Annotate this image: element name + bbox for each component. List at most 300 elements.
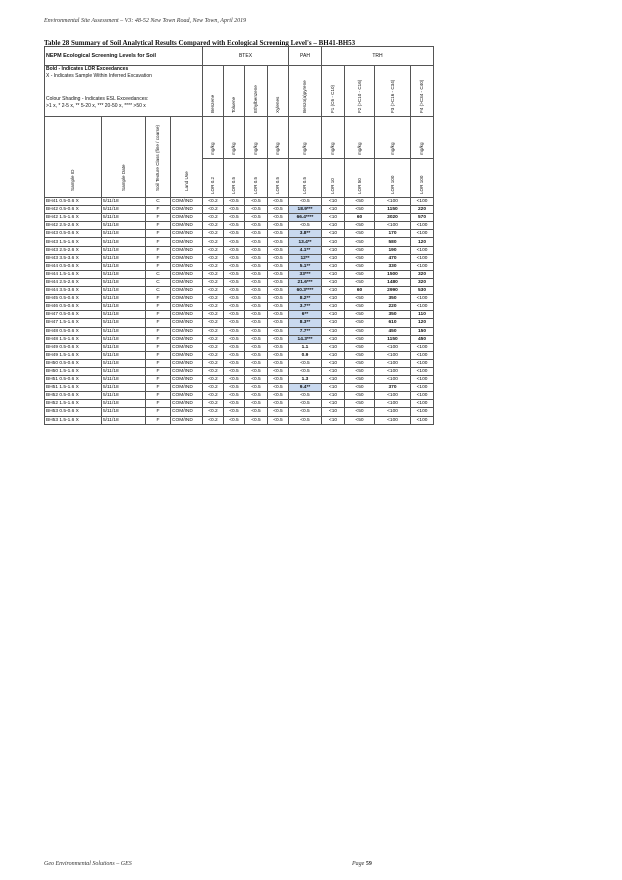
cell-value: <0.5 <box>268 359 289 367</box>
cell-value: <0.5 <box>224 327 245 335</box>
cell-value: <0.5 <box>268 230 289 238</box>
table-row <box>45 303 434 311</box>
cell-soil-texture: F <box>146 392 171 400</box>
cell-soil-texture: F <box>146 367 171 375</box>
cell-value: <0.5 <box>245 359 268 367</box>
cell-land-use: COM/IND <box>171 230 203 238</box>
cell-value: <10 <box>322 206 345 214</box>
cell-value: <0.5 <box>268 287 289 295</box>
cell-land-use: COM/IND <box>171 206 203 214</box>
lor-header: LOR 100 <box>375 158 411 198</box>
cell-value: <0.5 <box>224 287 245 295</box>
cell-value: <50 <box>345 416 375 424</box>
cell-value: <0.5 <box>224 392 245 400</box>
cell-land-use: COM/IND <box>171 222 203 230</box>
cell-sample-id: BH46 0.5-0.6 X <box>45 303 102 311</box>
cell-value: <0.5 <box>224 408 245 416</box>
cell-soil-texture: C <box>146 287 171 295</box>
cell-soil-texture: F <box>146 303 171 311</box>
cell-value: <50 <box>345 400 375 408</box>
cell-value: 470 <box>375 254 411 262</box>
cell-sample-date: 5/11/18 <box>102 384 146 392</box>
cell-value: <100 <box>411 246 434 254</box>
cell-value: <0.5 <box>245 400 268 408</box>
cell-value: <100 <box>375 351 411 359</box>
cell-value: <10 <box>322 416 345 424</box>
table-row <box>45 230 434 238</box>
cell-value: 6** <box>289 311 322 319</box>
cell-soil-texture: F <box>146 343 171 351</box>
cell-value: <0.5 <box>268 262 289 270</box>
table-row <box>45 311 434 319</box>
cell-value: 450 <box>375 327 411 335</box>
analyte-header: F3 (>C16 - C34) <box>375 66 411 117</box>
cell-value: <100 <box>411 367 434 375</box>
table-row <box>45 384 434 392</box>
page-footer-company: Geo Environmental Solutions – GES <box>44 861 132 867</box>
cell-value: <10 <box>322 359 345 367</box>
analyte-header: Toluene <box>224 66 245 117</box>
cell-value: <0.5 <box>268 367 289 375</box>
cell-value: <0.5 <box>268 351 289 359</box>
table-row <box>45 327 434 335</box>
cell-value: <10 <box>322 214 345 222</box>
cell-value: <10 <box>322 351 345 359</box>
cell-value: <0.5 <box>224 400 245 408</box>
cell-land-use: COM/IND <box>171 392 203 400</box>
cell-value: <0.5 <box>224 270 245 278</box>
cell-value: <0.5 <box>268 416 289 424</box>
table-row <box>45 287 434 295</box>
cell-value: <100 <box>411 376 434 384</box>
cell-sample-date: 5/11/18 <box>102 246 146 254</box>
cell-value: 1500 <box>375 270 411 278</box>
cell-land-use: COM/IND <box>171 238 203 246</box>
cell-value: <0.5 <box>245 254 268 262</box>
cell-sample-date: 5/11/18 <box>102 303 146 311</box>
table-row <box>45 198 434 206</box>
cell-value: <0.5 <box>224 254 245 262</box>
cell-value: <100 <box>411 351 434 359</box>
units-header: mg/kg <box>224 117 245 159</box>
col-header-sample-date: Sample Date <box>102 117 146 198</box>
cell-value: <50 <box>345 319 375 327</box>
cell-soil-texture: F <box>146 262 171 270</box>
cell-value: 170 <box>375 230 411 238</box>
cell-land-use: COM/IND <box>171 246 203 254</box>
cell-value: 320 <box>411 278 434 286</box>
cell-value: <0.2 <box>203 303 224 311</box>
cell-value: <50 <box>345 384 375 392</box>
cell-sample-date: 5/11/18 <box>102 319 146 327</box>
results-table <box>44 46 434 425</box>
cell-value: 7.7** <box>289 327 322 335</box>
cell-soil-texture: F <box>146 319 171 327</box>
cell-value: <50 <box>345 230 375 238</box>
cell-value: <0.2 <box>203 238 224 246</box>
cell-soil-texture: F <box>146 376 171 384</box>
cell-value: <0.2 <box>203 327 224 335</box>
cell-value: 2990 <box>375 287 411 295</box>
cell-value: <0.2 <box>203 392 224 400</box>
cell-value: <0.5 <box>289 400 322 408</box>
cell-sample-date: 5/11/18 <box>102 230 146 238</box>
cell-value: <50 <box>345 254 375 262</box>
cell-value: <0.5 <box>289 416 322 424</box>
lor-header: LOR 50 <box>345 158 375 198</box>
cell-land-use: COM/IND <box>171 278 203 286</box>
cell-sample-id: BH44 2.5-2.6 X <box>45 278 102 286</box>
cell-value: 3.7** <box>289 303 322 311</box>
cell-sample-date: 5/11/18 <box>102 367 146 375</box>
cell-value: 14.3*** <box>289 335 322 343</box>
cell-value: <50 <box>345 343 375 351</box>
cell-value: <0.5 <box>245 319 268 327</box>
cell-land-use: COM/IND <box>171 214 203 222</box>
cell-value: <10 <box>322 295 345 303</box>
lor-header: LOR 0.5 <box>224 158 245 198</box>
cell-value: <100 <box>375 343 411 351</box>
cell-value: 1.3 <box>289 376 322 384</box>
cell-value: <0.5 <box>268 335 289 343</box>
cell-value: <0.5 <box>224 262 245 270</box>
cell-value: <0.2 <box>203 270 224 278</box>
cell-value: <0.5 <box>224 351 245 359</box>
cell-value: <0.5 <box>245 351 268 359</box>
cell-land-use: COM/IND <box>171 359 203 367</box>
cell-land-use: COM/IND <box>171 319 203 327</box>
cell-value: <50 <box>345 367 375 375</box>
cell-land-use: COM/IND <box>171 408 203 416</box>
col-header-land-use: Land Use <box>171 117 203 198</box>
cell-value: <10 <box>322 254 345 262</box>
cell-value: 66.4**** <box>289 214 322 222</box>
cell-value: <0.2 <box>203 400 224 408</box>
cell-value: <0.5 <box>245 295 268 303</box>
cell-sample-id: BH50 0.5-0.6 X <box>45 359 102 367</box>
cell-sample-id: BH43 1.5-1.6 X <box>45 238 102 246</box>
units-header: mg/kg <box>411 117 434 159</box>
cell-value: <0.5 <box>224 303 245 311</box>
cell-value: 190 <box>375 246 411 254</box>
cell-value: <50 <box>345 206 375 214</box>
cell-value: <0.2 <box>203 408 224 416</box>
cell-value: 60.3**** <box>289 287 322 295</box>
cell-value: 110 <box>411 311 434 319</box>
cell-land-use: COM/IND <box>171 384 203 392</box>
cell-value: <0.5 <box>268 206 289 214</box>
cell-value: 4.1** <box>289 246 322 254</box>
cell-value: <0.5 <box>268 303 289 311</box>
cell-sample-id: BH42 2.5-2.6 X <box>45 222 102 230</box>
cell-value: 13.4** <box>289 238 322 246</box>
cell-value: <0.5 <box>245 262 268 270</box>
cell-land-use: COM/IND <box>171 303 203 311</box>
table-row <box>45 392 434 400</box>
cell-value: <0.2 <box>203 222 224 230</box>
cell-value: <10 <box>322 303 345 311</box>
cell-value: <0.5 <box>224 319 245 327</box>
cell-value: <0.5 <box>245 311 268 319</box>
cell-value: <0.5 <box>245 384 268 392</box>
cell-soil-texture: F <box>146 416 171 424</box>
cell-value: <100 <box>411 222 434 230</box>
cell-soil-texture: C <box>146 198 171 206</box>
cell-value: <0.5 <box>224 335 245 343</box>
cell-soil-texture: F <box>146 351 171 359</box>
cell-value: <10 <box>322 384 345 392</box>
cell-sample-id: BH52 0.5-0.6 X <box>45 392 102 400</box>
cell-value: <0.5 <box>224 416 245 424</box>
cell-sample-date: 5/11/18 <box>102 351 146 359</box>
legend-bold: Bold - Indicates LOR Exceedances <box>46 66 129 72</box>
cell-sample-id: BH51 1.5-1.6 X <box>45 384 102 392</box>
units-header: mg/kg <box>322 117 345 159</box>
cell-value: 220 <box>375 303 411 311</box>
table-row <box>45 278 434 286</box>
cell-value: <100 <box>411 408 434 416</box>
cell-value: 18.9*** <box>289 206 322 214</box>
legend-shading: Colour Shading - Indicates ESL Exceedances: <box>46 96 149 102</box>
cell-value: 9.4** <box>289 384 322 392</box>
legend-factors: >1 x, * 2-5 x, ** 5-20 x, *** 20-50 x, **** >50 x <box>46 103 146 109</box>
cell-value: <0.5 <box>289 408 322 416</box>
legend-excavation: X - Indicates Sample Within Inferred Excavation <box>46 73 152 79</box>
cell-value: <0.5 <box>224 278 245 286</box>
table-row <box>45 367 434 375</box>
cell-value: <100 <box>375 408 411 416</box>
cell-value: 120 <box>411 238 434 246</box>
cell-value: <10 <box>322 327 345 335</box>
cell-value: <10 <box>322 376 345 384</box>
cell-value: <0.5 <box>224 343 245 351</box>
cell-value: <50 <box>345 246 375 254</box>
cell-value: <0.2 <box>203 359 224 367</box>
cell-value: <50 <box>345 311 375 319</box>
cell-land-use: COM/IND <box>171 416 203 424</box>
cell-value: <10 <box>322 343 345 351</box>
units-header: mg/kg <box>289 117 322 159</box>
cell-value: <10 <box>322 319 345 327</box>
cell-value: <0.5 <box>245 246 268 254</box>
cell-value: 1480 <box>375 278 411 286</box>
cell-value: <0.5 <box>245 230 268 238</box>
table-row <box>45 416 434 424</box>
cell-value: <0.5 <box>245 343 268 351</box>
cell-value: <0.5 <box>245 416 268 424</box>
cell-value: <100 <box>375 367 411 375</box>
cell-value: 120 <box>411 319 434 327</box>
cell-soil-texture: F <box>146 384 171 392</box>
table-row <box>45 262 434 270</box>
table-row <box>45 408 434 416</box>
cell-value: <0.5 <box>245 238 268 246</box>
cell-value: <0.2 <box>203 311 224 319</box>
legend <box>45 66 203 117</box>
cell-value: <50 <box>345 222 375 230</box>
cell-land-use: COM/IND <box>171 335 203 343</box>
cell-value: <0.2 <box>203 384 224 392</box>
cell-value: <100 <box>411 359 434 367</box>
cell-sample-date: 5/11/18 <box>102 343 146 351</box>
cell-value: <0.2 <box>203 278 224 286</box>
cell-sample-id: BH43 0.5-0.6 X <box>45 230 102 238</box>
cell-value: <0.2 <box>203 230 224 238</box>
cell-value: <0.5 <box>224 367 245 375</box>
cell-sample-date: 5/11/18 <box>102 222 146 230</box>
cell-sample-date: 5/11/18 <box>102 262 146 270</box>
cell-sample-date: 5/11/18 <box>102 416 146 424</box>
table-row <box>45 343 434 351</box>
cell-value: <50 <box>345 238 375 246</box>
cell-value: <0.5 <box>245 303 268 311</box>
cell-sample-id: BH52 1.5-1.6 X <box>45 400 102 408</box>
table-header-title: NEPM Ecological Screening Levels for Soil <box>45 47 203 66</box>
cell-value: <10 <box>322 400 345 408</box>
cell-value: <50 <box>345 335 375 343</box>
cell-value: <0.5 <box>268 254 289 262</box>
cell-sample-id: BH43 3.5-3.6 X <box>45 254 102 262</box>
cell-sample-id: BH43 2.5-2.6 X <box>45 246 102 254</box>
cell-land-use: COM/IND <box>171 198 203 206</box>
cell-value: <100 <box>411 295 434 303</box>
units-header: mg/kg <box>345 117 375 159</box>
cell-value: <0.5 <box>268 376 289 384</box>
cell-value: <100 <box>411 400 434 408</box>
cell-value: <100 <box>375 416 411 424</box>
table-row <box>45 295 434 303</box>
cell-value: <50 <box>345 327 375 335</box>
table-row <box>45 335 434 343</box>
cell-value: <100 <box>411 198 434 206</box>
cell-land-use: COM/IND <box>171 367 203 375</box>
cell-value: <0.5 <box>245 376 268 384</box>
cell-value: <50 <box>345 359 375 367</box>
cell-value: <50 <box>345 262 375 270</box>
cell-value: <10 <box>322 262 345 270</box>
cell-value: <50 <box>345 392 375 400</box>
group-pah: PAH <box>289 47 322 66</box>
cell-value: 3020 <box>375 214 411 222</box>
cell-soil-texture: F <box>146 311 171 319</box>
cell-value: <0.5 <box>289 198 322 206</box>
cell-sample-date: 5/11/18 <box>102 311 146 319</box>
analyte-header: Ethylbenzene <box>245 66 268 117</box>
cell-value: <100 <box>411 392 434 400</box>
cell-value: <0.5 <box>224 238 245 246</box>
cell-value: 570 <box>411 214 434 222</box>
cell-value: <10 <box>322 408 345 416</box>
cell-land-use: COM/IND <box>171 270 203 278</box>
cell-value: <0.5 <box>289 367 322 375</box>
cell-value: <10 <box>322 222 345 230</box>
cell-soil-texture: F <box>146 254 171 262</box>
cell-soil-texture: F <box>146 214 171 222</box>
cell-value: <0.5 <box>289 222 322 230</box>
analyte-header: Xylenes <box>268 66 289 117</box>
cell-value: <0.5 <box>224 230 245 238</box>
cell-value: <50 <box>345 295 375 303</box>
cell-soil-texture: F <box>146 295 171 303</box>
cell-value: <0.5 <box>268 343 289 351</box>
cell-value: 330 <box>375 262 411 270</box>
cell-value: <0.2 <box>203 254 224 262</box>
cell-sample-date: 5/11/18 <box>102 400 146 408</box>
cell-sample-id: BH42 0.5-0.6 X <box>45 206 102 214</box>
table-row <box>45 359 434 367</box>
cell-value: <100 <box>411 303 434 311</box>
cell-value: 1150 <box>375 335 411 343</box>
cell-value: 320 <box>411 270 434 278</box>
cell-sample-id: BH45 0.5-0.6 X <box>45 295 102 303</box>
cell-value: <0.5 <box>268 246 289 254</box>
cell-value: <0.5 <box>245 367 268 375</box>
cell-soil-texture: F <box>146 359 171 367</box>
cell-sample-id: BH47 1.5-1.6 X <box>45 319 102 327</box>
cell-value: <0.5 <box>268 400 289 408</box>
cell-value: <0.5 <box>245 408 268 416</box>
cell-value: <0.5 <box>268 270 289 278</box>
cell-land-use: COM/IND <box>171 262 203 270</box>
lor-header: LOR 0.2 <box>203 158 224 198</box>
cell-soil-texture: C <box>146 278 171 286</box>
cell-sample-date: 5/11/18 <box>102 376 146 384</box>
cell-value: <0.2 <box>203 198 224 206</box>
cell-value: <0.5 <box>245 327 268 335</box>
cell-value: <0.2 <box>203 343 224 351</box>
cell-value: <0.5 <box>245 270 268 278</box>
cell-sample-date: 5/11/18 <box>102 238 146 246</box>
cell-value: 220 <box>411 206 434 214</box>
cell-sample-id: BH42 1.5-1.6 X <box>45 214 102 222</box>
cell-value: <100 <box>411 384 434 392</box>
analyte-header: Benzo(a)pyrene <box>289 66 322 117</box>
cell-value: <0.2 <box>203 214 224 222</box>
units-header: mg/kg <box>375 117 411 159</box>
table-row <box>45 206 434 214</box>
cell-value: <0.2 <box>203 351 224 359</box>
col-header-sample-id: Sample ID <box>45 117 102 198</box>
cell-value: 1.1 <box>289 343 322 351</box>
cell-value: <10 <box>322 367 345 375</box>
cell-value: <0.2 <box>203 262 224 270</box>
lor-header: LOR 0.5 <box>268 158 289 198</box>
cell-value: <0.5 <box>245 222 268 230</box>
cell-soil-texture: F <box>146 222 171 230</box>
cell-sample-id: BH50 1.5-1.6 X <box>45 367 102 375</box>
cell-value: <10 <box>322 246 345 254</box>
cell-value: <50 <box>345 351 375 359</box>
cell-value: <0.5 <box>268 408 289 416</box>
cell-value: <0.5 <box>224 214 245 222</box>
cell-value: <100 <box>375 376 411 384</box>
table-row <box>45 351 434 359</box>
table-row <box>45 214 434 222</box>
cell-value: <0.5 <box>268 278 289 286</box>
cell-value: <50 <box>345 270 375 278</box>
table-title: Table 28 Summary of Soil Analytical Results Compared with Ecological Screening Level's – BH41-BH53 <box>44 39 356 47</box>
cell-value: <10 <box>322 335 345 343</box>
cell-sample-id: BH51 0.5-0.6 X <box>45 376 102 384</box>
cell-soil-texture: F <box>146 230 171 238</box>
cell-value: <0.5 <box>245 287 268 295</box>
cell-value: <0.5 <box>224 311 245 319</box>
cell-sample-date: 5/11/18 <box>102 327 146 335</box>
cell-value: <0.2 <box>203 295 224 303</box>
group-btex: BTEX <box>203 47 289 66</box>
cell-value: <50 <box>345 198 375 206</box>
cell-value: <0.5 <box>245 198 268 206</box>
